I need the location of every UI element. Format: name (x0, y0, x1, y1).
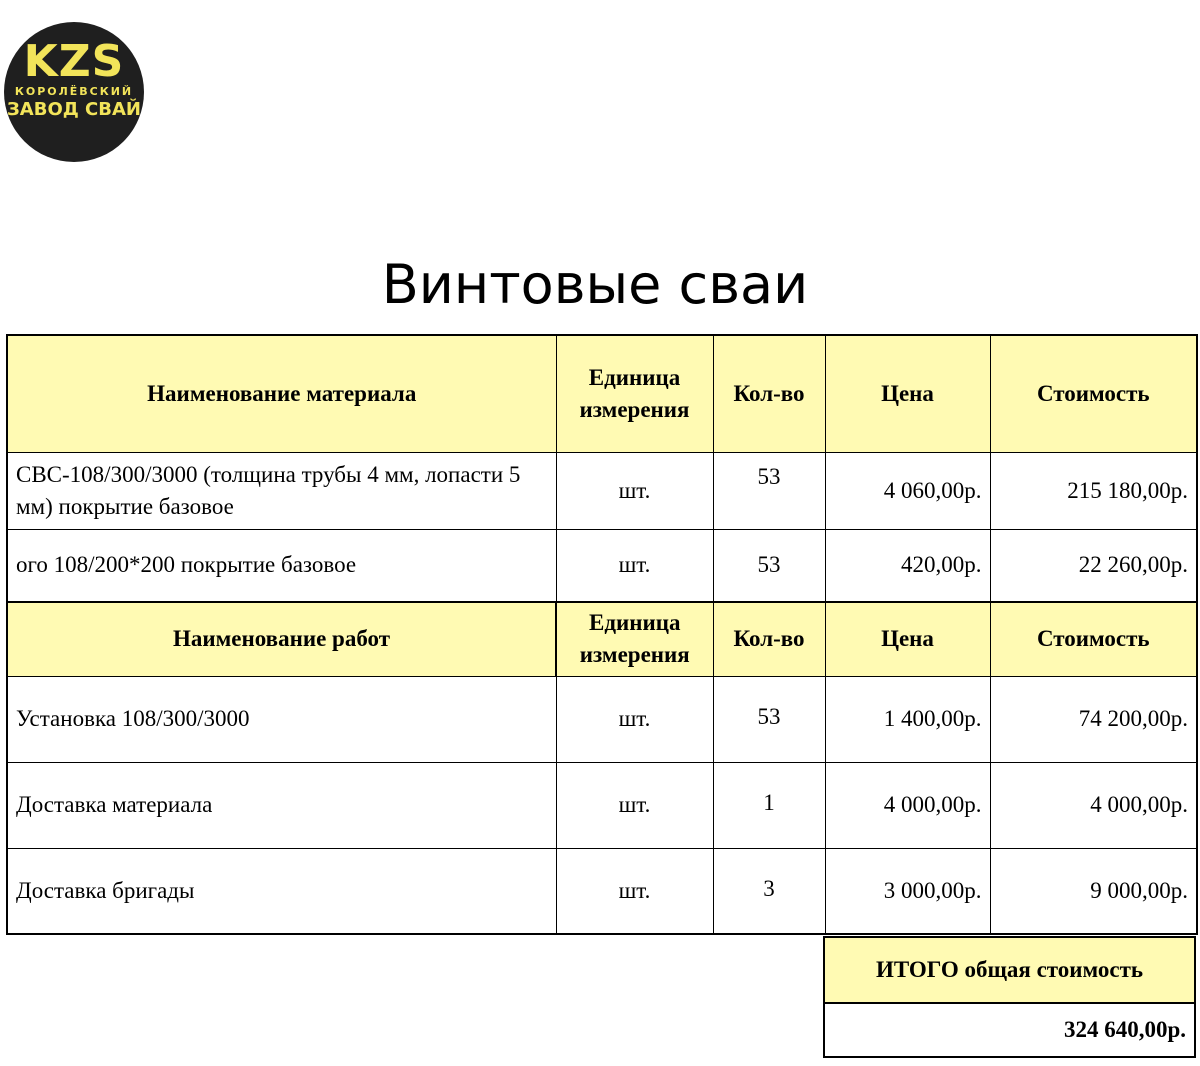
materials-row-1-name: СВС-108/300/3000 (толщина трубы 4 мм, лопасти 5 мм) покрытие базовое (7, 452, 556, 529)
materials-header-price: Цена (825, 335, 990, 452)
works-header-cost: Стоимость (990, 602, 1197, 676)
table-row (7, 529, 1197, 602)
materials-header-unit: Единица измерения (556, 335, 713, 452)
works-row-3-unit: шт. (556, 848, 713, 934)
works-row-2-unit: шт. (556, 762, 713, 848)
page-title: Винтовые сваи (381, 253, 809, 316)
works-header-unit: Единица измерения (556, 602, 713, 676)
works-header-row (7, 602, 1197, 676)
table-row (7, 452, 1197, 529)
total-block (823, 936, 1196, 1058)
materials-row-2-cost: 22 260,00р. (990, 529, 1197, 602)
materials-row-1-price: 4 060,00р. (825, 452, 990, 529)
materials-header-qty: Кол-во (713, 335, 825, 452)
logo-line-1: КОРОЛЁВСКИЙ (14, 85, 134, 98)
total-label-row (824, 937, 1195, 1003)
works-row-2-price: 4 000,00р. (825, 762, 990, 848)
works-row-3-price: 3 000,00р. (825, 848, 990, 934)
logo-brand: KZS (23, 36, 125, 87)
price-table (6, 334, 1198, 935)
table-row (7, 848, 1197, 934)
materials-header-row (7, 335, 1197, 452)
materials-row-2-price: 420,00р. (825, 529, 990, 602)
works-row-1-price: 1 400,00р. (825, 676, 990, 762)
materials-header-cost: Стоимость (990, 335, 1197, 452)
works-row-2-qty: 1 (713, 762, 825, 848)
total-value: 324 640,00р. (824, 1003, 1195, 1057)
materials-header-name: Наименование материала (7, 335, 556, 452)
works-row-2-name: Доставка материала (7, 762, 556, 848)
materials-row-2-qty: 53 (713, 529, 825, 602)
total-value-row (824, 1003, 1195, 1057)
works-header-name: Наименование работ (7, 602, 556, 676)
works-row-1-unit: шт. (556, 676, 713, 762)
works-header-price: Цена (825, 602, 990, 676)
works-row-3-name: Доставка бригады (7, 848, 556, 934)
works-row-2-cost: 4 000,00р. (990, 762, 1197, 848)
materials-row-1-qty: 53 (713, 452, 825, 529)
materials-row-1-cost: 215 180,00р. (990, 452, 1197, 529)
logo-line-2: ЗАВОД СВАЙ (7, 99, 141, 120)
works-row-3-cost: 9 000,00р. (990, 848, 1197, 934)
works-row-3-qty: 3 (713, 848, 825, 934)
works-row-1-cost: 74 200,00р. (990, 676, 1197, 762)
table-row (7, 762, 1197, 848)
works-row-1-name: Установка 108/300/3000 (7, 676, 556, 762)
materials-row-1-unit: шт. (556, 452, 713, 529)
materials-row-2-unit: шт. (556, 529, 713, 602)
works-row-1-qty: 53 (713, 676, 825, 762)
total-label: ИТОГО общая стоимость (824, 937, 1195, 1003)
company-logo (4, 22, 144, 162)
materials-row-2-name: ого 108/200*200 покрытие базовое (7, 529, 556, 602)
works-header-qty: Кол-во (713, 602, 825, 676)
table-row (7, 676, 1197, 762)
